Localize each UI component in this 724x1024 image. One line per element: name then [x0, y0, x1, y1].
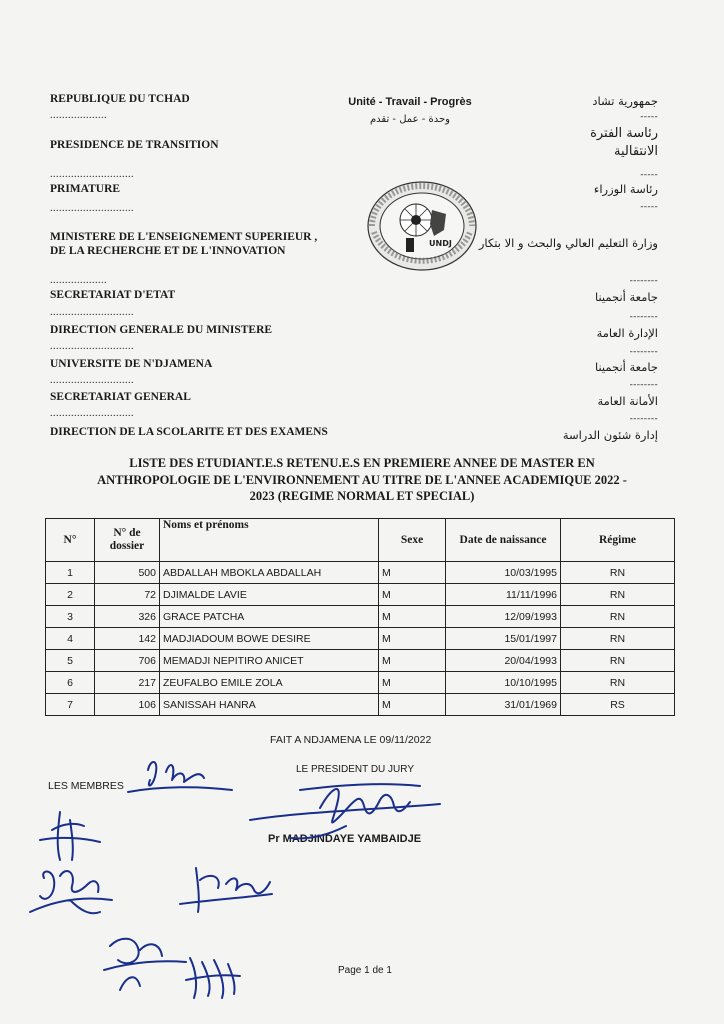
cell-regime: RS [561, 694, 675, 716]
direction-generale-arabic: الإدارة العامة [596, 326, 658, 340]
separator-dashes: -------- [629, 347, 658, 357]
header-dob: Date de naissance [446, 519, 561, 562]
separator-dashes: ----- [640, 202, 658, 212]
cell-sex: M [379, 650, 446, 672]
republic-arabic: جمهورية تشاد [592, 94, 658, 108]
motto-arabic: وحدة - عمل - تقدم [369, 114, 451, 125]
separator-dots: ............................ [50, 169, 134, 180]
cell-name: MADJIADOUM BOWE DESIRE [160, 628, 379, 650]
ministere-arabic: وزارة التعليم العالي والبحث و الا بتكار [478, 236, 658, 250]
cell-dob: 11/11/1996 [446, 584, 561, 606]
cell-name: GRACE PATCHA [160, 606, 379, 628]
cell-num: 6 [46, 672, 95, 694]
cell-num: 5 [46, 650, 95, 672]
cell-num: 2 [46, 584, 95, 606]
cell-num: 4 [46, 628, 95, 650]
presidence-arabic-1: رئاسة الفترة [590, 126, 658, 141]
cell-sex: M [379, 694, 446, 716]
header-dossier [95, 519, 160, 562]
document-title [72, 455, 652, 505]
cell-name: DJIMALDE LAVIE [160, 584, 379, 606]
direction-scolarite-arabic: إدارة شئون الدراسة [562, 428, 658, 442]
president-name: Pr MADJINDAYE YAMBAIDJE [268, 833, 422, 845]
cell-name: SANISSAH HANRA [160, 694, 379, 716]
secretariat-etat-label: SECRETARIAT D'ETAT [50, 289, 176, 301]
cell-regime: RN [561, 650, 675, 672]
cell-name: ZEUFALBO EMILE ZOLA [160, 672, 379, 694]
primature-label: PRIMATURE [50, 183, 121, 195]
separator-dots: ............................ [50, 408, 134, 419]
ministere-line2: DE LA RECHERCHE ET DE L'INNOVATION [50, 245, 286, 257]
table-row [46, 584, 675, 606]
signature-member-3 [30, 871, 112, 913]
cell-dob: 31/01/1969 [446, 694, 561, 716]
cell-sex: M [379, 562, 446, 584]
header-dossier-line1: N° de [113, 527, 141, 539]
separator-dots: ............................ [50, 203, 134, 214]
cell-dossier: 217 [95, 672, 160, 694]
header-sex: Sexe [379, 519, 446, 562]
cell-sex: M [379, 628, 446, 650]
cell-dob: 10/10/1995 [446, 672, 561, 694]
primature-arabic: رئاسة الوزراء [593, 182, 658, 196]
cell-dossier: 706 [95, 650, 160, 672]
table-row [46, 628, 675, 650]
secretariat-general-arabic: الأمانة العامة [597, 394, 658, 408]
universite-label: UNIVERSITE DE N'DJAMENA [50, 358, 213, 370]
cell-dossier: 106 [95, 694, 160, 716]
signature-member-4 [180, 868, 272, 912]
header-num: N° [46, 519, 95, 562]
direction-scolarite-label: DIRECTION DE LA SCOLARITE ET DES EXAMENS [50, 426, 328, 438]
table-row [46, 650, 675, 672]
cell-regime: RN [561, 562, 675, 584]
cell-num: 1 [46, 562, 95, 584]
page-number: Page 1 de 1 [338, 965, 392, 976]
table-header-row [46, 519, 675, 562]
university-seal-icon [366, 180, 478, 272]
secretariat-etat-arabic: جامعة أنجمينا [594, 290, 658, 304]
president-label: LE PRESIDENT DU JURY [296, 764, 414, 775]
signature-member-1 [128, 762, 232, 792]
direction-generale-label: DIRECTION GENERALE DU MINISTERE [50, 324, 273, 336]
cell-dob: 10/03/1995 [446, 562, 561, 584]
separator-dashes: ----- [640, 112, 658, 122]
cell-num: 3 [46, 606, 95, 628]
cell-regime: RN [561, 584, 675, 606]
cell-name: ABDALLAH MBOKLA ABDALLAH [160, 562, 379, 584]
cell-dob: 15/01/1997 [446, 628, 561, 650]
signature-member-2 [40, 812, 100, 860]
cell-dossier: 500 [95, 562, 160, 584]
cell-dob: 12/09/1993 [446, 606, 561, 628]
table-row [46, 562, 675, 584]
presidence-label: PRESIDENCE DE TRANSITION [50, 139, 219, 151]
secretariat-general-label: SECRETARIAT GENERAL [50, 391, 191, 403]
cell-name: MEMADJI NEPITIRO ANICET [160, 650, 379, 672]
table-row [46, 672, 675, 694]
cell-regime: RN [561, 628, 675, 650]
members-label: LES MEMBRES [48, 780, 124, 792]
signature-member-6 [186, 958, 240, 998]
separator-dashes: -------- [629, 312, 658, 322]
cell-dossier: 326 [95, 606, 160, 628]
cell-regime: RN [561, 606, 675, 628]
seal-abbrev: UNDJ [429, 239, 452, 248]
cell-sex: M [379, 606, 446, 628]
separator-dots: ............................ [50, 375, 134, 386]
header-name: Noms et prénoms [160, 519, 379, 562]
table-row [46, 606, 675, 628]
universite-arabic: جامعة أنجمينا [594, 360, 658, 374]
table-row [46, 694, 675, 716]
title-line-1: LISTE DES ETUDIANT.E.S RETENU.E.S EN PREMIERE ANNEE DE MASTER EN [129, 456, 595, 470]
cell-dob: 20/04/1993 [446, 650, 561, 672]
presidence-arabic-2: الانتقالية [614, 144, 658, 159]
cell-num: 7 [46, 694, 95, 716]
cell-sex: M [379, 672, 446, 694]
ministere-line1: MINISTERE DE L'ENSEIGNEMENT SUPERIEUR , [50, 231, 318, 243]
separator-dashes: -------- [629, 414, 658, 424]
separator-dashes: ----- [640, 170, 658, 180]
cell-regime: RN [561, 672, 675, 694]
separator-dots: ................... [50, 275, 107, 286]
separator-dots: ............................ [50, 341, 134, 352]
title-line-2: ANTHROPOLOGIE DE L'ENVIRONNEMENT AU TITRE DE L'ANNEE ACADEMIQUE 2022 - [97, 472, 627, 487]
header-regime: Régime [561, 519, 675, 562]
place-date: FAIT A NDJAMENA LE 09/11/2022 [270, 734, 432, 746]
separator-dashes: -------- [629, 276, 658, 286]
republic-label: REPUBLIQUE DU TCHAD [50, 93, 190, 105]
students-table [45, 518, 675, 716]
signature-president [250, 784, 440, 838]
signature-member-5 [104, 939, 186, 990]
separator-dashes: -------- [629, 380, 658, 390]
cell-sex: M [379, 584, 446, 606]
motto-french: Unité - Travail - Progrès [348, 96, 472, 108]
cell-dossier: 142 [95, 628, 160, 650]
header-dossier-line2: dossier [109, 540, 145, 552]
title-line-3: 2023 (REGIME NORMAL ET SPECIAL) [249, 489, 475, 503]
separator-dots: ................... [50, 110, 107, 121]
cell-dossier: 72 [95, 584, 160, 606]
separator-dots: ............................ [50, 307, 134, 318]
